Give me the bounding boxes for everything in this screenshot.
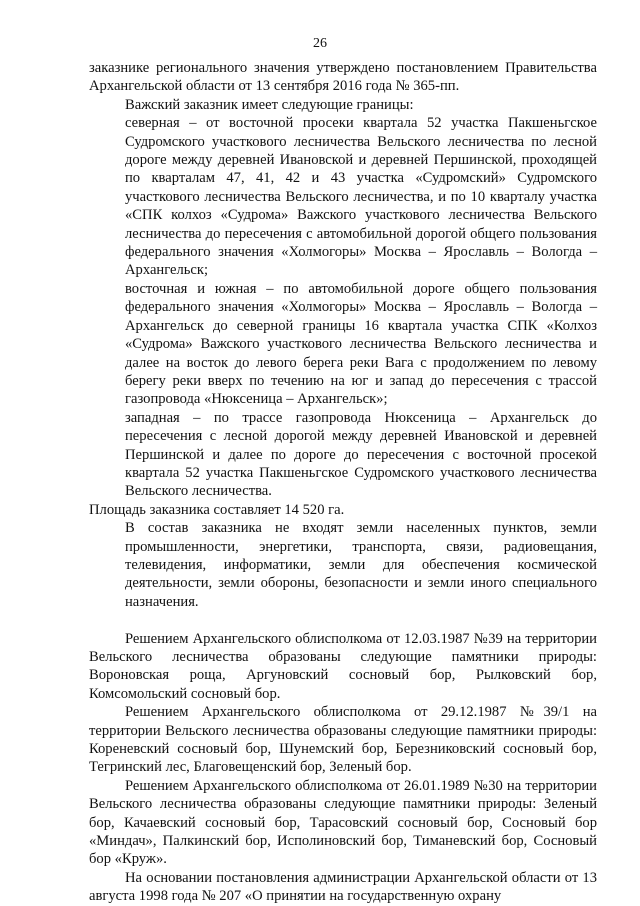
paragraph-intro: заказнике регионального значения утверждено постановлением Правительства Архангельской области от 13 сентября 2016 года № 365-пп. bbox=[89, 60, 597, 95]
page-number: 26 bbox=[313, 36, 327, 51]
paragraph-decision-1987-39-1: Решением Архангельского облисполкома от 29.12.1987 №39/1 на территории Вельского лесничества образованы следующие памятники природы: Кореневский сосновый бор, Шунемский бор, Березниковский сосновый бор, Тегринский лес, Благовещенский бор, Зеленый бор. bbox=[89, 704, 597, 776]
paragraph-decision-1989-30: Решением Архангельского облисполкома от 26.01.1989 №30 на территории Вельского лесничества образованы следующие памятники природы: Зеленый бор, Качаевский сосновый бор, Тарасовский сосновый бор, Сосновый бор «Миндач», Палкинский бор, Исполиновский бор, Тиманевский бор, Сосновый бор «Круж». bbox=[89, 777, 597, 868]
paragraph-resolution-1998-207: На основании постановления администрации Архангельской области от 13 августа 1998 года № 207 «О принятии на государственную охрану bbox=[89, 869, 597, 905]
paragraph-area: Площадь заказника составляет 14 520 га. bbox=[89, 501, 345, 518]
paragraph-east-south-boundary: восточная и южная – по автомобильной дороге общего пользования федерального значения «Холмогоры» Москва – Ярославль – Вологда – Архангельск до северной границы 16 квартала участка СПК «Колхоз «Судрома» Важского участкового лесничества Вельского лесничества и далее на восток до левого берега реки Вага с продолжением по левому берегу реки вверх по течению на юг и запад до пересечения с трассой газопровода «Нюксеница – Архангельск»; bbox=[125, 280, 597, 408]
document-body bbox=[89, 59, 597, 906]
paragraph-west-boundary: западная – по трассе газопровода Нюксеница – Архангельск до пересечения с лесной дорогой между деревней Ивановской и деревней Першинской и далее по дороге до пересечения с восточной просекой квартала 52 участка Пакшеньгское Судромского участкового лесничества Вельского лесничества. bbox=[125, 409, 597, 500]
paragraph-north-boundary: северная – от восточной просеки квартала 52 участка Пакшеньгское Судромского участкового лесничества Вельского лесничества по лесной дороге между деревней Ивановской и деревней Першинской, проходящей по кварталам 47, 41, 42 и 43 участка «Судромский» Судромского участкового лесничества Вельского лесничества, и по 10 кварталу участка «СПК колхоз «Судрома» Важского участкового лесничества Вельского лесничества до пересечения с автомобильной дорогой общего пользования федерального значения «Холмогоры» Москва – Ярославль – Вологда – Архангельск; bbox=[125, 115, 597, 279]
paragraph-excluded-lands: В состав заказника не входят земли населенных пунктов, земли промышленности, энергетики, транспорта, связи, радиовещания, телевидения, информатики, земли для обеспечения космической деятельности, земли обороны, безопасности и земли иного специального назначения. bbox=[125, 520, 597, 610]
paragraph-decision-1987-39: Решением Архангельского облисполкома от 12.03.1987 №39 на территории Вельского лесничества образованы следующие памятники природы: Вороновская роща, Аргуновский сосновый бор, Рылковский бор, Комсомольский сосновый бор. bbox=[89, 630, 597, 702]
paragraph-boundaries-heading: Важский заказник имеет следующие границы: bbox=[125, 96, 414, 113]
